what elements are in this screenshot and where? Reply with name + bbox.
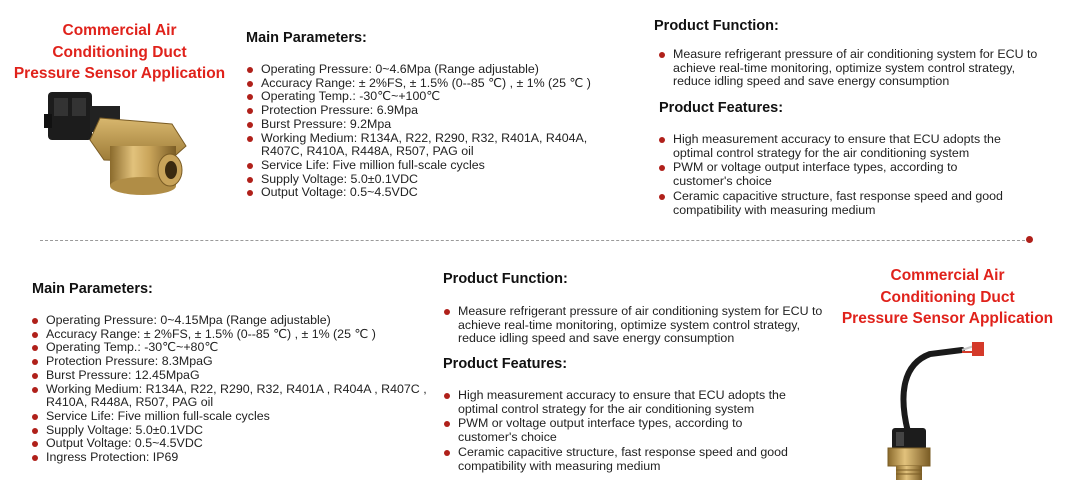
top-application-title [12,20,227,85]
list-item: Protection Pressure: 6.9Mpa [246,104,641,118]
divider-dot-icon [1026,236,1033,243]
top-sensor-image [40,84,195,209]
bottom-title-line-2: Conditioning Duct [880,288,1015,306]
bottom-features-list [443,389,798,474]
list-item: Accuracy Range: ± 2%FS, ± 1.5% (0--85 ℃) , ± 1% (25 ℃ ) [246,77,641,91]
list-item: Output Voltage: 0.5~4.5VDC [246,186,641,200]
list-item: Service Life: Five million full-scale cycles [31,410,441,424]
list-item: Measure refrigerant pressure of air conditioning system for ECU to achieve real-time monitoring, optimize system control strategy, reduce idling speed and save energy consumption [658,48,1053,89]
section-divider [40,240,1030,241]
list-item: Service Life: Five million full-scale cycles [246,159,641,173]
bottom-function-list [443,305,835,346]
list-item: Protection Pressure: 8.3MpaG [31,355,441,369]
list-item: High measurement accuracy to ensure that ECU adopts the optimal control strategy for the air conditioning system [443,389,798,416]
top-function-list [658,48,1053,89]
list-item: High measurement accuracy to ensure that ECU adopts the optimal control strategy for the air conditioning system [658,133,1013,160]
list-item: Accuracy Range: ± 2%FS, ± 1.5% (0--85 ℃) , ± 1% (25 ℃ ) [31,328,441,342]
list-item: Operating Temp.: -30℃~+80℃ [31,341,441,355]
bottom-title-line-3: Pressure Sensor Application [841,310,1054,327]
bottom-product-function-title: Product Function: [443,271,568,287]
top-parameters-list [246,63,641,200]
list-item: Operating Pressure: 0~4.15Mpa (Range adjustable) [31,314,441,328]
list-item: PWM or voltage output interface types, according to customer's choice [443,417,798,444]
list-item: Working Medium: R134A, R22, R290, R32, R401A, R404A, R407C, R410A, R448A, R507, PAG oil [246,132,621,159]
bottom-product-features-title: Product Features: [443,356,568,372]
bottom-title-line-1: Commercial Air [890,267,1005,284]
list-item: Working Medium: R134A, R22, R290, R32, R401A , R404A , R407C , R410A, R448A, R507, PAG oil [31,383,441,410]
list-item: Output Voltage: 0.5~4.5VDC [31,437,441,451]
top-features-list [658,133,1013,218]
top-title-line-2: Conditioning Duct [52,43,187,61]
list-item: Operating Temp.: -30℃~+100℃ [246,90,641,104]
top-title-line-1: Commercial Air [62,22,177,39]
bottom-application-title [840,265,1055,330]
top-product-features-title: Product Features: [659,100,784,116]
list-item: Burst Pressure: 12.45MpaG [31,369,441,383]
top-main-parameters-title: Main Parameters: [246,30,367,46]
list-item: Supply Voltage: 5.0±0.1VDC [31,424,441,438]
bottom-parameters-list [31,314,441,465]
list-item: Ceramic capacitive structure, fast response speed and good compatibility with measuring medium [658,190,1013,217]
list-item: Ingress Protection: IP69 [31,451,441,465]
list-item: Operating Pressure: 0~4.6Mpa (Range adjustable) [246,63,641,77]
top-title-line-3: Pressure Sensor Application [13,65,226,82]
bottom-sensor-image [870,340,990,485]
list-item: PWM or voltage output interface types, according to customer's choice [658,161,1013,188]
list-item: Measure refrigerant pressure of air conditioning system for ECU to achieve real-time monitoring, optimize system control strategy, reduce idling speed and save energy consumption [443,305,835,346]
list-item: Ceramic capacitive structure, fast response speed and good compatibility with measuring medium [443,446,798,473]
list-item: Burst Pressure: 9.2Mpa [246,118,641,132]
bottom-main-parameters-title: Main Parameters: [32,281,153,297]
top-product-function-title: Product Function: [654,18,779,34]
list-item: Supply Voltage: 5.0±0.1VDC [246,173,641,187]
